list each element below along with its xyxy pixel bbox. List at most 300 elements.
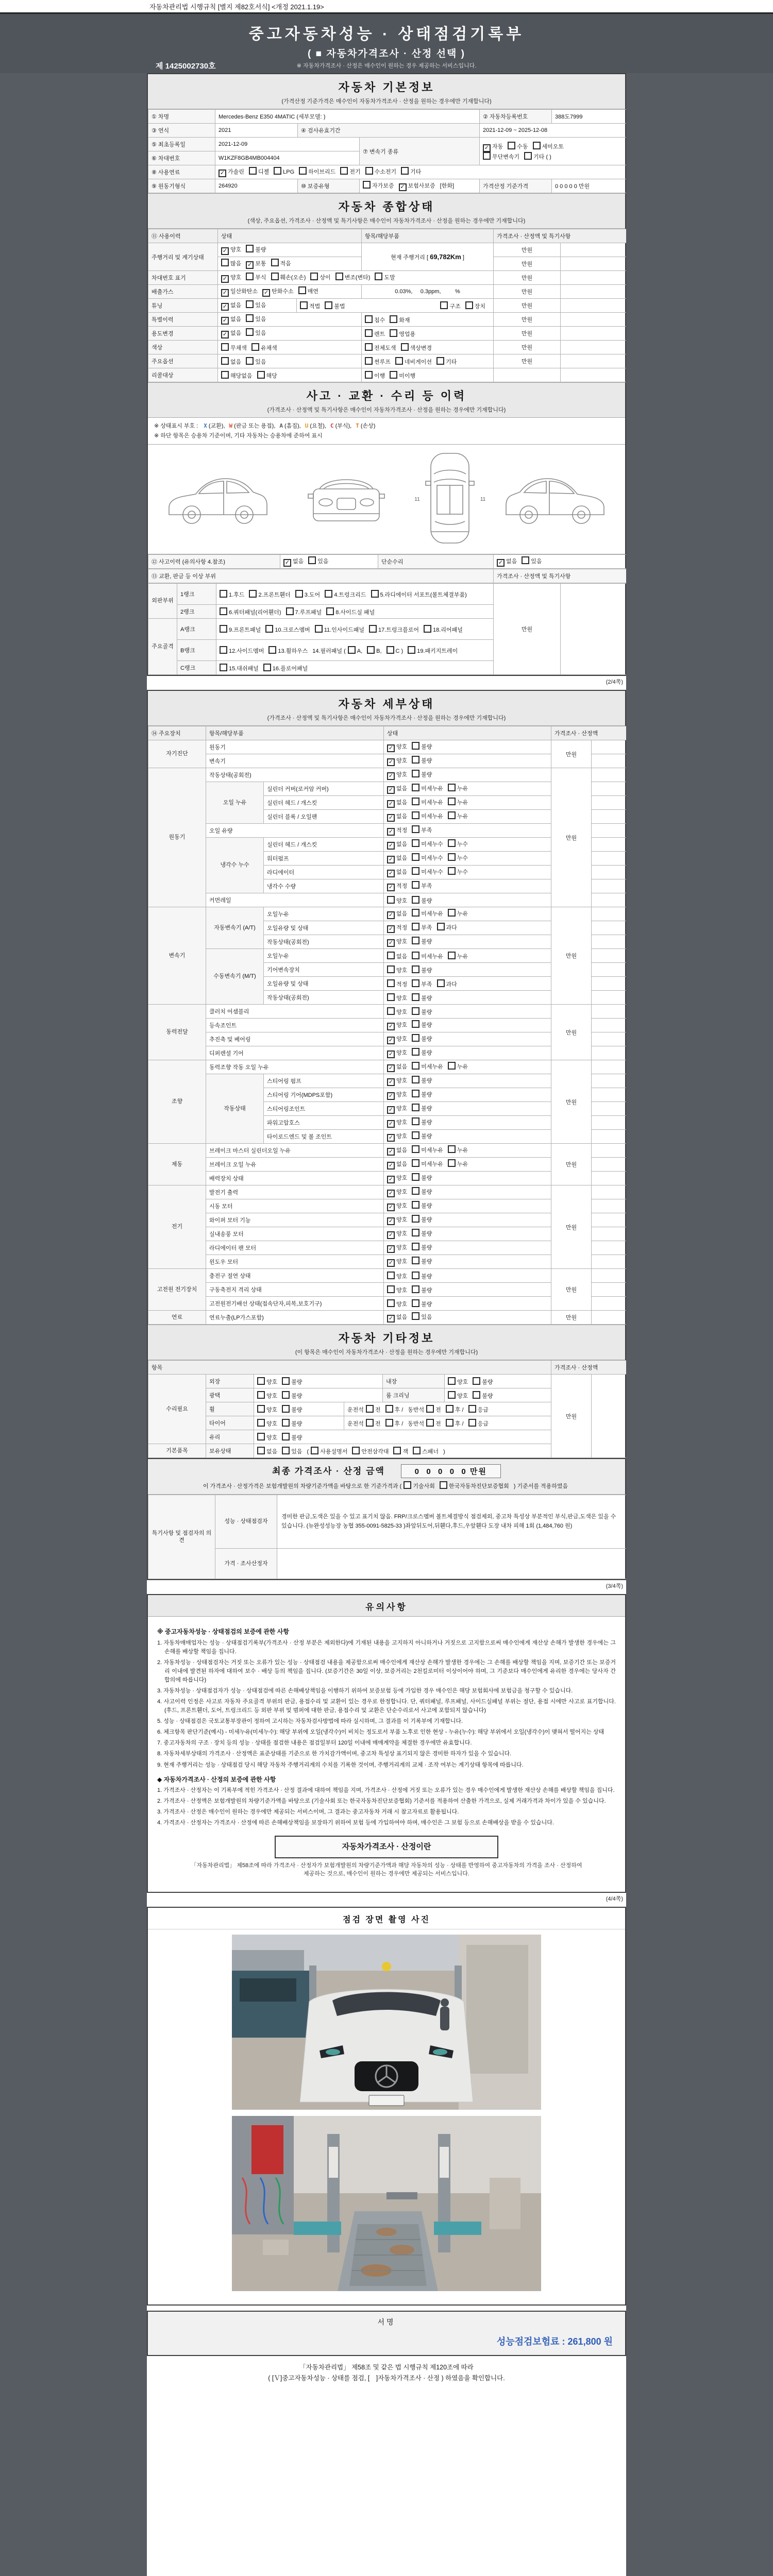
checkbox-icon[interactable]: [246, 273, 254, 280]
checkbox-option[interactable]: [473, 1391, 493, 1400]
checkbox-option[interactable]: [387, 868, 407, 877]
checkbox-option[interactable]: [412, 1215, 432, 1224]
checkbox-option[interactable]: [365, 167, 397, 176]
checkbox-option[interactable]: [365, 329, 385, 338]
checkbox-option[interactable]: [371, 590, 467, 599]
checkbox-option[interactable]: [387, 1048, 407, 1058]
checkbox-checked-icon[interactable]: ✓: [219, 170, 226, 177]
checkbox-option[interactable]: [408, 646, 458, 655]
checkbox-option[interactable]: [446, 1405, 464, 1414]
checkbox-checked-icon[interactable]: ✓: [387, 856, 395, 863]
checkbox-icon[interactable]: [401, 343, 409, 351]
checkbox-option[interactable]: [390, 315, 410, 324]
checkbox-icon[interactable]: [412, 923, 419, 930]
checkbox-option[interactable]: [412, 1187, 432, 1196]
checkbox-icon[interactable]: [352, 1447, 360, 1454]
checkbox-option[interactable]: [387, 1188, 407, 1197]
checkbox-option[interactable]: [220, 590, 244, 599]
checkbox-icon[interactable]: [412, 770, 419, 777]
checkbox-icon[interactable]: [448, 798, 456, 805]
checkbox-option[interactable]: [335, 273, 371, 281]
checkbox-option[interactable]: [221, 245, 241, 255]
checkbox-icon[interactable]: [363, 181, 371, 189]
checkbox-option[interactable]: [365, 315, 385, 324]
checkbox-icon[interactable]: [387, 979, 395, 987]
checkbox-icon[interactable]: [412, 881, 419, 889]
checkbox-option[interactable]: [369, 625, 419, 634]
checkbox-option[interactable]: [412, 993, 432, 1002]
checkbox-option[interactable]: [300, 301, 320, 310]
checkbox-checked-icon[interactable]: ✓: [387, 1176, 395, 1183]
checkbox-option[interactable]: [401, 343, 432, 352]
checkbox-checked-icon[interactable]: ✓: [387, 1023, 395, 1030]
checkbox-icon[interactable]: [257, 1419, 265, 1427]
checkbox-option[interactable]: [412, 867, 443, 876]
checkbox-option[interactable]: [412, 896, 432, 905]
checkbox-icon[interactable]: [468, 1405, 476, 1413]
checkbox-icon[interactable]: [412, 993, 419, 1001]
checkbox-checked-icon[interactable]: ✓: [387, 1106, 395, 1114]
checkbox-checked-icon[interactable]: ✓: [387, 1204, 395, 1211]
checkbox-option[interactable]: [387, 1021, 407, 1030]
checkbox-icon[interactable]: [412, 1285, 419, 1293]
checkbox-option[interactable]: [352, 1447, 389, 1455]
checkbox-icon[interactable]: [271, 259, 279, 266]
checkbox-option[interactable]: [387, 798, 407, 808]
checkbox-option[interactable]: [308, 556, 328, 565]
checkbox-option[interactable]: [387, 1118, 407, 1128]
checkbox-option[interactable]: [221, 273, 241, 283]
checkbox-icon[interactable]: [412, 867, 419, 875]
checkbox-icon[interactable]: [385, 1405, 393, 1413]
checkbox-icon[interactable]: [473, 1391, 480, 1399]
checkbox-icon[interactable]: [483, 152, 491, 160]
checkbox-icon[interactable]: [220, 664, 227, 671]
checkbox-option[interactable]: [298, 286, 318, 295]
checkbox-option[interactable]: [387, 770, 407, 780]
checkbox-checked-icon[interactable]: ✓: [387, 1064, 395, 1072]
checkbox-icon[interactable]: [448, 784, 456, 791]
checkbox-icon[interactable]: [412, 1090, 419, 1097]
checkbox-checked-icon[interactable]: ✓: [387, 1162, 395, 1170]
checkbox-option[interactable]: [412, 1131, 432, 1140]
checkbox-icon[interactable]: [412, 1299, 419, 1307]
checkbox-icon[interactable]: [448, 909, 456, 917]
checkbox-checked-icon[interactable]: ✓: [387, 884, 395, 891]
checkbox-option[interactable]: [283, 557, 304, 567]
checkbox-option[interactable]: [365, 371, 385, 380]
checkbox-icon[interactable]: [257, 1447, 265, 1454]
checkbox-icon[interactable]: [365, 357, 373, 365]
checkbox-icon[interactable]: [371, 590, 379, 598]
checkbox-icon[interactable]: [365, 371, 373, 379]
checkbox-option[interactable]: [497, 557, 517, 567]
checkbox-icon[interactable]: [367, 646, 375, 654]
checkbox-icon[interactable]: [412, 1076, 419, 1083]
checkbox-icon[interactable]: [387, 1285, 395, 1293]
checkbox-icon[interactable]: [257, 1433, 265, 1440]
checkbox-icon[interactable]: [508, 142, 515, 149]
checkbox-icon[interactable]: [282, 1405, 290, 1413]
checkbox-option[interactable]: [448, 952, 468, 960]
checkbox-checked-icon[interactable]: ✓: [262, 289, 270, 297]
checkbox-icon[interactable]: [365, 167, 373, 175]
checkbox-icon[interactable]: [246, 245, 254, 252]
checkbox-icon[interactable]: [436, 357, 444, 365]
checkbox-icon[interactable]: [412, 798, 419, 805]
checkbox-icon[interactable]: [387, 1272, 395, 1279]
checkbox-icon[interactable]: [412, 853, 419, 861]
checkbox-option[interactable]: [221, 371, 253, 380]
checkbox-icon[interactable]: [401, 167, 409, 175]
checkbox-option[interactable]: [387, 756, 407, 766]
checkbox-option[interactable]: [220, 646, 264, 655]
checkbox-option[interactable]: [340, 167, 360, 176]
checkbox-icon[interactable]: [446, 1405, 453, 1413]
checkbox-icon[interactable]: [412, 979, 419, 987]
checkbox-icon[interactable]: [268, 646, 276, 654]
checkbox-option[interactable]: [412, 1201, 432, 1210]
checkbox-option[interactable]: [468, 1405, 489, 1414]
checkbox-icon[interactable]: [390, 315, 397, 323]
checkbox-option[interactable]: [413, 1447, 439, 1455]
checkbox-option[interactable]: [246, 300, 266, 309]
checkbox-icon[interactable]: [533, 142, 541, 149]
checkbox-icon[interactable]: [251, 343, 259, 351]
checkbox-icon[interactable]: [326, 607, 334, 615]
checkbox-icon[interactable]: [448, 853, 456, 861]
checkbox-option[interactable]: [387, 1229, 407, 1239]
checkbox-icon[interactable]: [257, 1405, 265, 1413]
checkbox-option[interactable]: [282, 1391, 302, 1400]
checkbox-option[interactable]: [249, 167, 269, 176]
checkbox-option[interactable]: [220, 607, 281, 616]
checkbox-option[interactable]: [387, 993, 407, 1002]
checkbox-checked-icon[interactable]: ✓: [387, 772, 395, 780]
checkbox-option[interactable]: [437, 979, 457, 988]
checkbox-option[interactable]: [440, 1481, 509, 1490]
checkbox-option[interactable]: [412, 811, 443, 820]
checkbox-icon[interactable]: [365, 343, 373, 351]
checkbox-checked-icon[interactable]: ✓: [387, 1190, 395, 1197]
checkbox-icon[interactable]: [325, 590, 332, 598]
checkbox-checked-icon[interactable]: ✓: [387, 1217, 395, 1225]
checkbox-icon[interactable]: [412, 811, 419, 819]
checkbox-option[interactable]: [257, 1377, 277, 1386]
checkbox-icon[interactable]: [465, 301, 473, 309]
checkbox-option[interactable]: [262, 287, 294, 297]
checkbox-checked-icon[interactable]: ✓: [387, 758, 395, 766]
checkbox-option[interactable]: [524, 152, 551, 161]
checkbox-icon[interactable]: [249, 167, 257, 175]
checkbox-icon[interactable]: [473, 1377, 480, 1385]
checkbox-option[interactable]: [363, 181, 394, 190]
checkbox-option[interactable]: [315, 625, 364, 634]
checkbox-option[interactable]: [385, 1405, 404, 1414]
checkbox-option[interactable]: [387, 882, 407, 891]
checkbox-icon[interactable]: [448, 1377, 456, 1385]
checkbox-icon[interactable]: [412, 1145, 419, 1153]
checkbox-option[interactable]: [387, 840, 407, 850]
checkbox-option[interactable]: [257, 1391, 277, 1400]
checkbox-icon[interactable]: [340, 167, 348, 175]
checkbox-option[interactable]: [387, 1174, 407, 1183]
checkbox-icon[interactable]: [310, 273, 318, 280]
checkbox-option[interactable]: [325, 301, 345, 310]
checkbox-icon[interactable]: [412, 1229, 419, 1236]
checkbox-icon[interactable]: [387, 1007, 395, 1015]
checkbox-option[interactable]: [387, 965, 407, 974]
checkbox-option[interactable]: [257, 1447, 277, 1455]
checkbox-option[interactable]: [448, 1159, 468, 1168]
checkbox-checked-icon[interactable]: ✓: [387, 925, 395, 933]
checkbox-option[interactable]: [387, 1007, 407, 1016]
checkbox-icon[interactable]: [390, 329, 397, 337]
checkbox-icon[interactable]: [412, 952, 419, 959]
checkbox-option[interactable]: [412, 825, 432, 834]
checkbox-icon[interactable]: [221, 259, 229, 266]
checkbox-option[interactable]: [387, 1062, 407, 1072]
checkbox-icon[interactable]: [286, 607, 294, 615]
checkbox-icon[interactable]: [412, 825, 419, 833]
checkbox-option[interactable]: [446, 1419, 464, 1428]
checkbox-option[interactable]: [412, 1229, 432, 1238]
checkbox-icon[interactable]: [263, 664, 271, 671]
checkbox-icon[interactable]: [448, 952, 456, 959]
checkbox-option[interactable]: [448, 1062, 468, 1071]
checkbox-option[interactable]: [387, 952, 407, 960]
checkbox-option[interactable]: [387, 854, 407, 863]
checkbox-icon[interactable]: [265, 625, 273, 633]
checkbox-option[interactable]: [268, 646, 308, 655]
checkbox-icon[interactable]: [412, 784, 419, 791]
checkbox-option[interactable]: [390, 371, 415, 380]
checkbox-icon[interactable]: [300, 301, 308, 309]
checkbox-icon[interactable]: [412, 839, 419, 847]
checkbox-icon[interactable]: [390, 371, 397, 379]
checkbox-option[interactable]: [412, 1076, 432, 1084]
checkbox-icon[interactable]: [468, 1419, 476, 1427]
checkbox-option[interactable]: [221, 329, 241, 338]
checkbox-option[interactable]: [426, 1419, 441, 1428]
checkbox-option[interactable]: [221, 357, 241, 366]
checkbox-icon[interactable]: [408, 646, 415, 654]
checkbox-icon[interactable]: [246, 314, 254, 322]
checkbox-option[interactable]: [448, 798, 468, 806]
checkbox-option[interactable]: [412, 1159, 443, 1168]
checkbox-icon[interactable]: [412, 1201, 419, 1209]
checkbox-checked-icon[interactable]: ✓: [221, 247, 229, 255]
checkbox-option[interactable]: [412, 1173, 432, 1182]
checkbox-option[interactable]: [483, 152, 519, 161]
checkbox-icon[interactable]: [274, 167, 281, 175]
checkbox-icon[interactable]: [282, 1433, 290, 1440]
checkbox-option[interactable]: [274, 167, 294, 175]
checkbox-icon[interactable]: [295, 590, 303, 598]
checkbox-option[interactable]: [311, 1447, 347, 1455]
checkbox-icon[interactable]: [404, 1481, 411, 1489]
checkbox-icon[interactable]: [311, 1447, 318, 1454]
checkbox-option[interactable]: [365, 343, 396, 352]
checkbox-icon[interactable]: [524, 152, 532, 160]
checkbox-option[interactable]: [366, 1419, 381, 1428]
checkbox-checked-icon[interactable]: ✓: [387, 1092, 395, 1100]
checkbox-checked-icon[interactable]: ✓: [387, 1315, 395, 1323]
checkbox-icon[interactable]: [387, 952, 395, 959]
checkbox-icon[interactable]: [282, 1447, 290, 1454]
checkbox-option[interactable]: [401, 167, 421, 176]
checkbox-option[interactable]: [390, 329, 415, 338]
checkbox-icon[interactable]: [365, 315, 373, 323]
checkbox-icon[interactable]: [257, 1391, 265, 1399]
checkbox-option[interactable]: [412, 952, 443, 960]
checkbox-option[interactable]: [386, 646, 404, 654]
checkbox-option[interactable]: [436, 357, 457, 366]
checkbox-option[interactable]: [286, 607, 322, 616]
checkbox-option[interactable]: [399, 181, 435, 191]
checkbox-checked-icon[interactable]: ✓: [387, 814, 395, 822]
checkbox-icon[interactable]: [246, 300, 254, 308]
checkbox-option[interactable]: [257, 1405, 277, 1414]
checkbox-option[interactable]: [412, 1020, 432, 1029]
checkbox-icon[interactable]: [448, 1062, 456, 1070]
checkbox-option[interactable]: [387, 1243, 407, 1253]
checkbox-option[interactable]: [246, 357, 266, 366]
checkbox-option[interactable]: [282, 1377, 302, 1386]
checkbox-icon[interactable]: [366, 1405, 374, 1413]
checkbox-icon[interactable]: [412, 1062, 419, 1070]
checkbox-option[interactable]: [483, 142, 503, 152]
checkbox-icon[interactable]: [426, 1405, 434, 1413]
checkbox-icon[interactable]: [335, 273, 343, 280]
checkbox-icon[interactable]: [220, 607, 227, 615]
checkbox-icon[interactable]: [412, 896, 419, 904]
checkbox-option[interactable]: [263, 664, 308, 672]
checkbox-checked-icon[interactable]: ✓: [283, 559, 291, 567]
checkbox-option[interactable]: [412, 1299, 432, 1308]
checkbox-option[interactable]: [387, 923, 407, 933]
checkbox-icon[interactable]: [282, 1377, 290, 1385]
checkbox-option[interactable]: [387, 937, 407, 947]
checkbox-option[interactable]: [221, 343, 247, 352]
checkbox-icon[interactable]: [522, 556, 529, 564]
checkbox-option[interactable]: [424, 625, 463, 634]
checkbox-checked-icon[interactable]: ✓: [387, 1231, 395, 1239]
checkbox-option[interactable]: [251, 343, 277, 352]
checkbox-checked-icon[interactable]: ✓: [387, 1078, 395, 1086]
checkbox-icon[interactable]: [365, 329, 373, 337]
checkbox-option[interactable]: [219, 167, 244, 177]
checkbox-option[interactable]: [412, 798, 443, 806]
checkbox-icon[interactable]: [448, 1391, 456, 1399]
checkbox-option[interactable]: [375, 273, 395, 281]
checkbox-option[interactable]: [448, 784, 468, 792]
checkbox-option[interactable]: [367, 646, 381, 654]
checkbox-icon[interactable]: [437, 923, 445, 930]
checkbox-option[interactable]: [465, 301, 485, 310]
checkbox-icon[interactable]: [448, 1145, 456, 1153]
checkbox-option[interactable]: [412, 1117, 432, 1126]
checkbox-option[interactable]: [412, 881, 432, 890]
checkbox-icon[interactable]: [412, 1215, 419, 1223]
checkbox-option[interactable]: [426, 1405, 441, 1414]
checkbox-icon[interactable]: [395, 357, 403, 365]
checkbox-icon[interactable]: [387, 993, 395, 1001]
checkbox-icon[interactable]: [220, 625, 227, 633]
checkbox-icon[interactable]: [257, 1377, 265, 1385]
checkbox-option[interactable]: [448, 909, 468, 918]
checkbox-icon[interactable]: [412, 909, 419, 917]
checkbox-icon[interactable]: [412, 965, 419, 973]
checkbox-checked-icon[interactable]: ✓: [387, 870, 395, 877]
checkbox-icon[interactable]: [413, 1447, 421, 1454]
checkbox-icon[interactable]: [448, 1159, 456, 1167]
checkbox-checked-icon[interactable]: ✓: [497, 559, 505, 567]
checkbox-icon[interactable]: [412, 1104, 419, 1111]
checkbox-option[interactable]: [246, 259, 266, 269]
checkbox-option[interactable]: [412, 1257, 432, 1265]
checkbox-icon[interactable]: [386, 646, 394, 654]
checkbox-icon[interactable]: [412, 1312, 419, 1320]
checkbox-option[interactable]: [387, 979, 407, 988]
checkbox-option[interactable]: [387, 909, 407, 919]
checkbox-option[interactable]: [246, 314, 266, 323]
checkbox-option[interactable]: [448, 1377, 468, 1386]
checkbox-checked-icon[interactable]: ✓: [387, 1245, 395, 1253]
checkbox-icon[interactable]: [220, 590, 227, 598]
checkbox-option[interactable]: [265, 625, 310, 634]
checkbox-option[interactable]: [412, 937, 432, 945]
checkbox-icon[interactable]: [448, 811, 456, 819]
checkbox-checked-icon[interactable]: ✓: [387, 1259, 395, 1267]
checkbox-option[interactable]: [437, 923, 457, 931]
checkbox-option[interactable]: [387, 1201, 407, 1211]
checkbox-option[interactable]: [220, 625, 261, 634]
checkbox-option[interactable]: [412, 853, 443, 862]
checkbox-option[interactable]: [412, 1243, 432, 1251]
checkbox-icon[interactable]: [440, 301, 448, 309]
checkbox-option[interactable]: [412, 770, 432, 778]
checkbox-option[interactable]: [412, 1090, 432, 1098]
checkbox-option[interactable]: [412, 979, 432, 988]
checkbox-icon[interactable]: [271, 273, 279, 280]
checkbox-option[interactable]: [412, 742, 432, 751]
checkbox-checked-icon[interactable]: ✓: [387, 1037, 395, 1044]
checkbox-icon[interactable]: [412, 1243, 419, 1250]
checkbox-option[interactable]: [412, 1034, 432, 1043]
checkbox-icon[interactable]: [412, 1159, 419, 1167]
checkbox-option[interactable]: [257, 1419, 277, 1428]
checkbox-option[interactable]: [448, 867, 468, 876]
checkbox-icon[interactable]: [221, 343, 229, 351]
checkbox-option[interactable]: [257, 1433, 277, 1442]
checkbox-option[interactable]: [366, 1405, 381, 1414]
checkbox-option[interactable]: [295, 590, 320, 599]
checkbox-icon[interactable]: [412, 1187, 419, 1195]
checkbox-option[interactable]: [221, 301, 241, 311]
checkbox-option[interactable]: [448, 811, 468, 820]
checkbox-checked-icon[interactable]: ✓: [387, 911, 395, 919]
checkbox-option[interactable]: [326, 607, 375, 616]
checkbox-option[interactable]: [246, 273, 266, 281]
checkbox-checked-icon[interactable]: ✓: [387, 828, 395, 836]
checkbox-option[interactable]: [246, 245, 266, 253]
checkbox-option[interactable]: [282, 1447, 302, 1455]
checkbox-checked-icon[interactable]: ✓: [387, 800, 395, 808]
checkbox-icon[interactable]: [412, 937, 419, 944]
checkbox-icon[interactable]: [412, 756, 419, 764]
checkbox-option[interactable]: [220, 664, 259, 672]
